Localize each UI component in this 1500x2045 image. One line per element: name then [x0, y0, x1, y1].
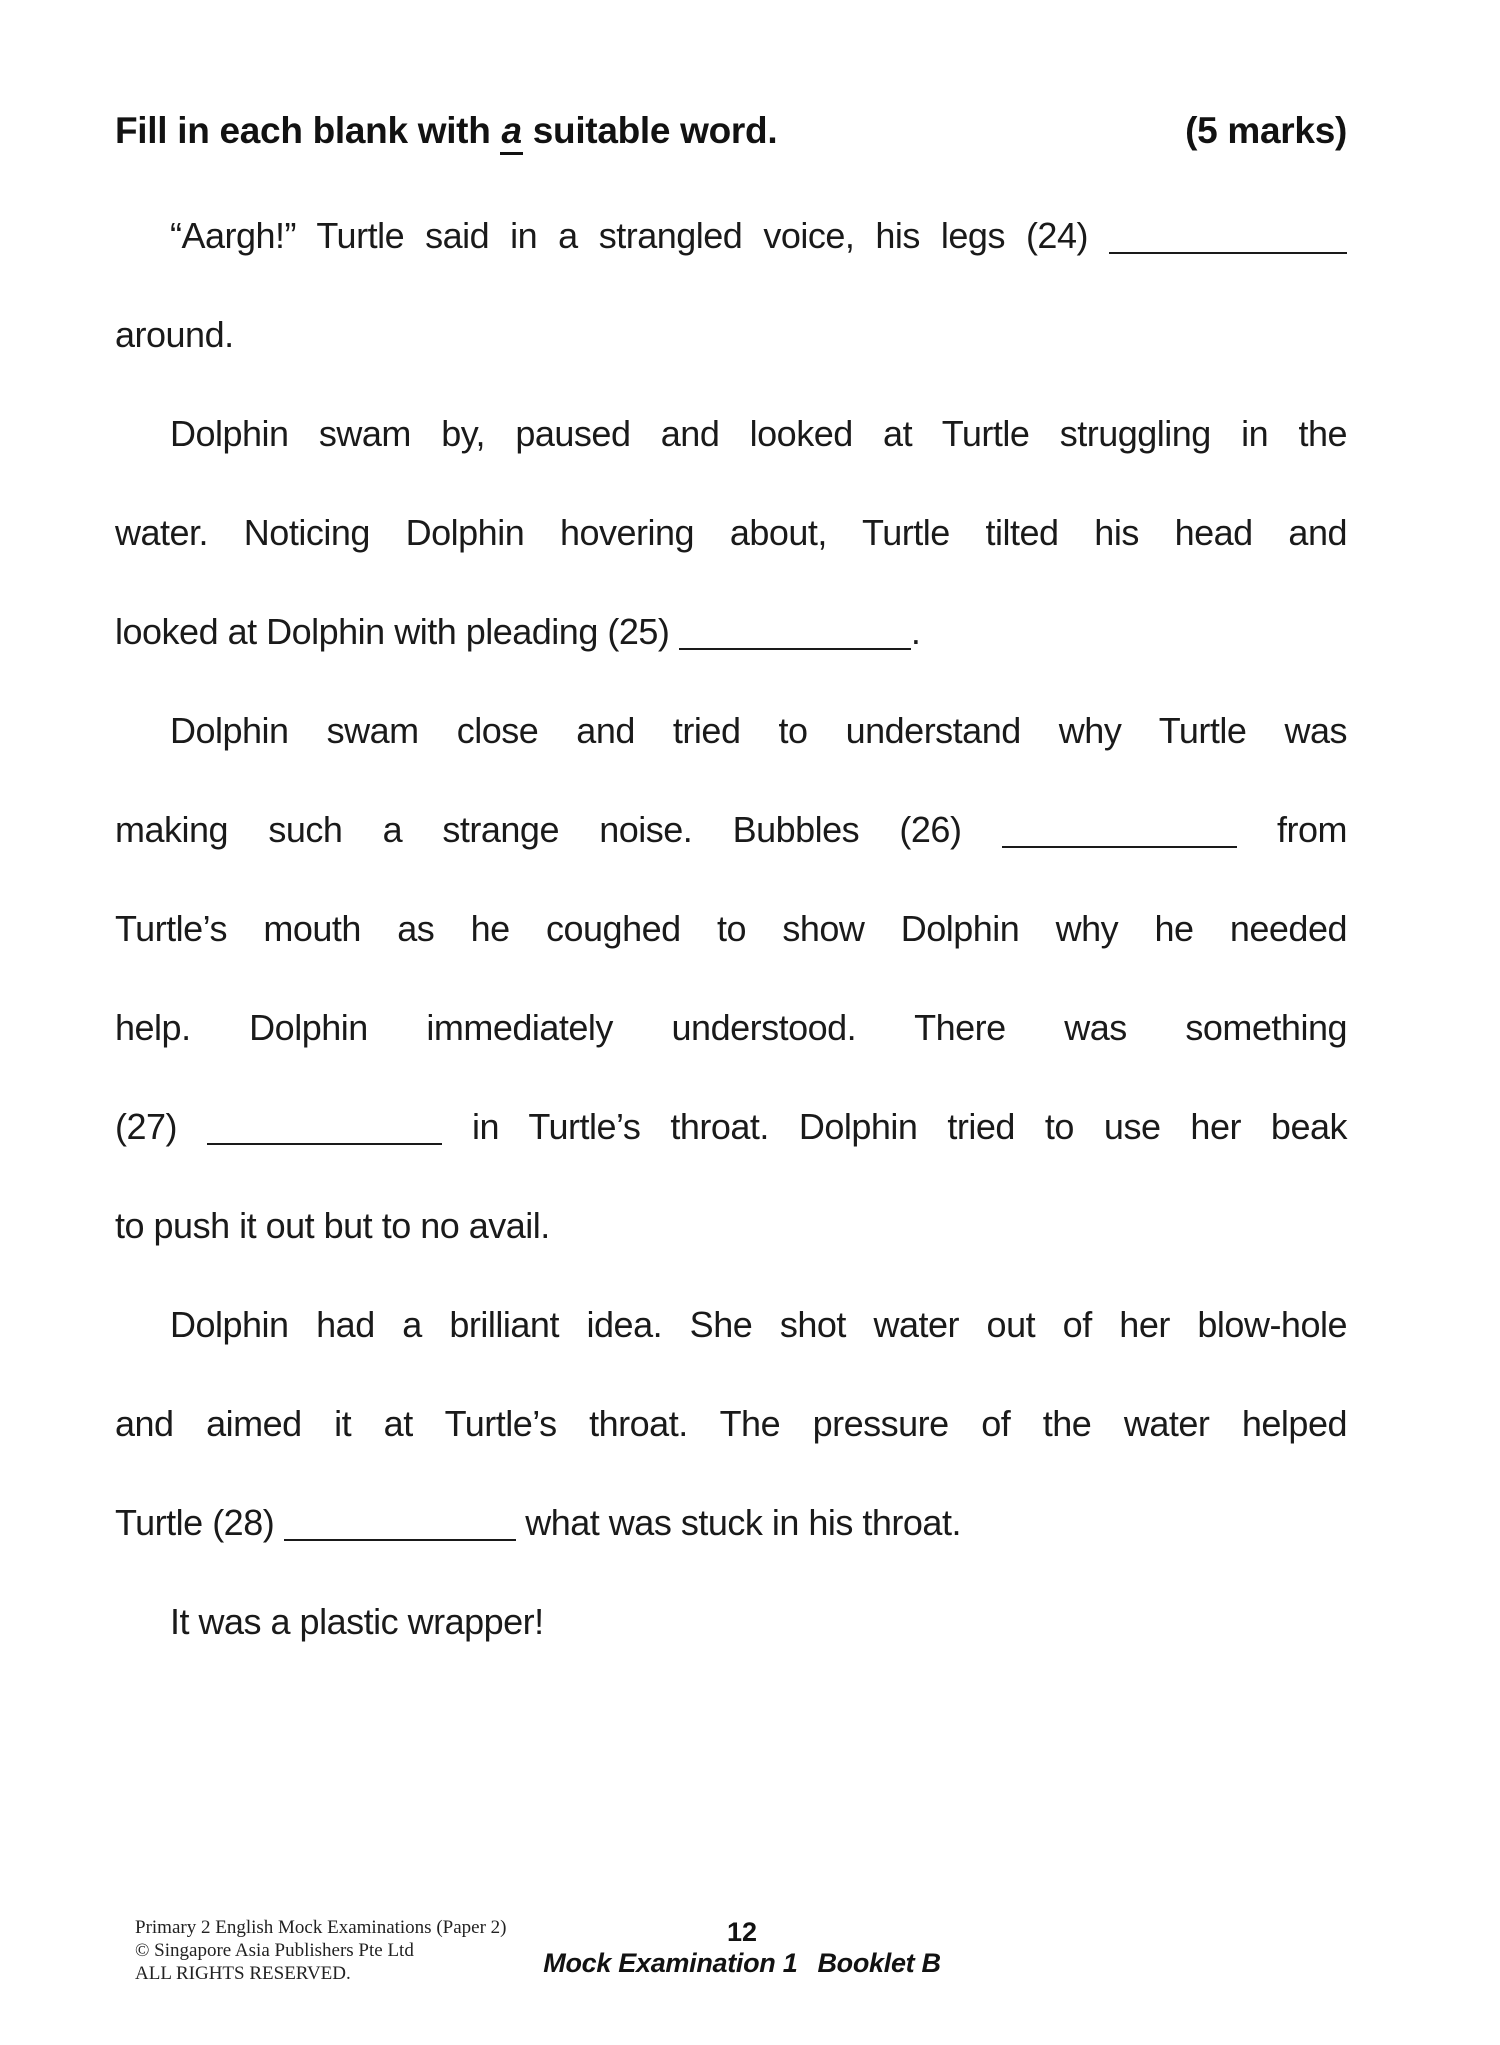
passage-text: “Aargh!” Turtle said in a strangled voice, his legs (24)	[170, 215, 1088, 256]
footer-center	[0, 1918, 1484, 1978]
passage-text: around.	[115, 314, 234, 355]
blank-24-field[interactable]	[1109, 248, 1347, 254]
passage-line-6	[115, 681, 1347, 780]
instruction-emphasis-a: a	[500, 110, 522, 155]
cloze-passage	[115, 186, 1347, 1671]
passage-text: help. Dolphin immediately understood. There was something	[115, 1007, 1347, 1048]
imprint-line-1: Primary 2 English Mock Examinations (Paper 2)	[135, 1917, 507, 1938]
section-instruction-row	[115, 108, 1347, 154]
passage-line-12	[115, 1275, 1347, 1374]
passage-line-13	[115, 1374, 1347, 1473]
passage-text: in Turtle’s throat. Dolphin tried to use her beak	[472, 1106, 1347, 1147]
passage-text: (27)	[115, 1106, 178, 1147]
passage-line-3	[115, 384, 1347, 483]
page-number: 12	[726, 1917, 758, 1947]
passage-text: and aimed it at Turtle’s throat. The pressure of the water helped	[115, 1403, 1347, 1444]
passage-text: Dolphin swam by, paused and looked at Turtle struggling in the	[170, 413, 1347, 454]
blank-28-field[interactable]	[284, 1535, 516, 1541]
passage-text: Turtle (28)	[115, 1502, 275, 1543]
passage-line-5	[115, 582, 1347, 681]
imprint-line-2: © Singapore Asia Publishers Pte Ltd	[135, 1940, 414, 1961]
passage-text: .	[910, 611, 921, 652]
passage-text: from	[1276, 809, 1347, 850]
passage-text: water. Noticing Dolphin hovering about, Turtle tilted his head and	[115, 512, 1347, 553]
passage-text: what was stuck in his throat.	[525, 1502, 961, 1543]
imprint-line-3: ALL RIGHTS RESERVED.	[135, 1963, 351, 1984]
passage-text: making such a strange noise. Bubbles (26)	[115, 809, 962, 850]
passage-text: Turtle’s mouth as he coughed to show Dolphin why he needed	[115, 908, 1347, 949]
marks-label: (5 marks)	[1185, 110, 1347, 151]
passage-text: to push it out but to no avail.	[115, 1205, 550, 1246]
exam-label: Mock Examination 1	[543, 1948, 798, 1978]
passage-line-8	[115, 879, 1347, 978]
passage-line-2	[115, 285, 1347, 384]
booklet-label-line	[0, 1948, 1484, 1978]
passage-line-7	[115, 780, 1347, 879]
passage-text: Dolphin swam close and tried to understand why Turtle was	[170, 710, 1347, 751]
instruction-suffix: suitable word.	[532, 110, 778, 151]
passage-line-10	[115, 1077, 1347, 1176]
blank-26-field[interactable]	[1002, 842, 1237, 848]
passage-text: looked at Dolphin with pleading (25)	[115, 611, 670, 652]
passage-line-4	[115, 483, 1347, 582]
passage-text: It was a plastic wrapper!	[170, 1601, 544, 1642]
passage-line-9	[115, 978, 1347, 1077]
passage-text: Dolphin had a brilliant idea. She shot water out of her blow-hole	[170, 1304, 1347, 1345]
passage-line-14	[115, 1473, 1347, 1572]
passage-line-15	[115, 1572, 1347, 1671]
booklet-label: Booklet B	[817, 1948, 941, 1978]
section-instruction	[115, 108, 777, 154]
passage-line-11	[115, 1176, 1347, 1275]
instruction-prefix: Fill in each blank with	[115, 110, 491, 151]
blank-25-field[interactable]	[679, 644, 911, 650]
passage-line-1	[115, 186, 1347, 285]
blank-27-field[interactable]	[207, 1139, 442, 1145]
